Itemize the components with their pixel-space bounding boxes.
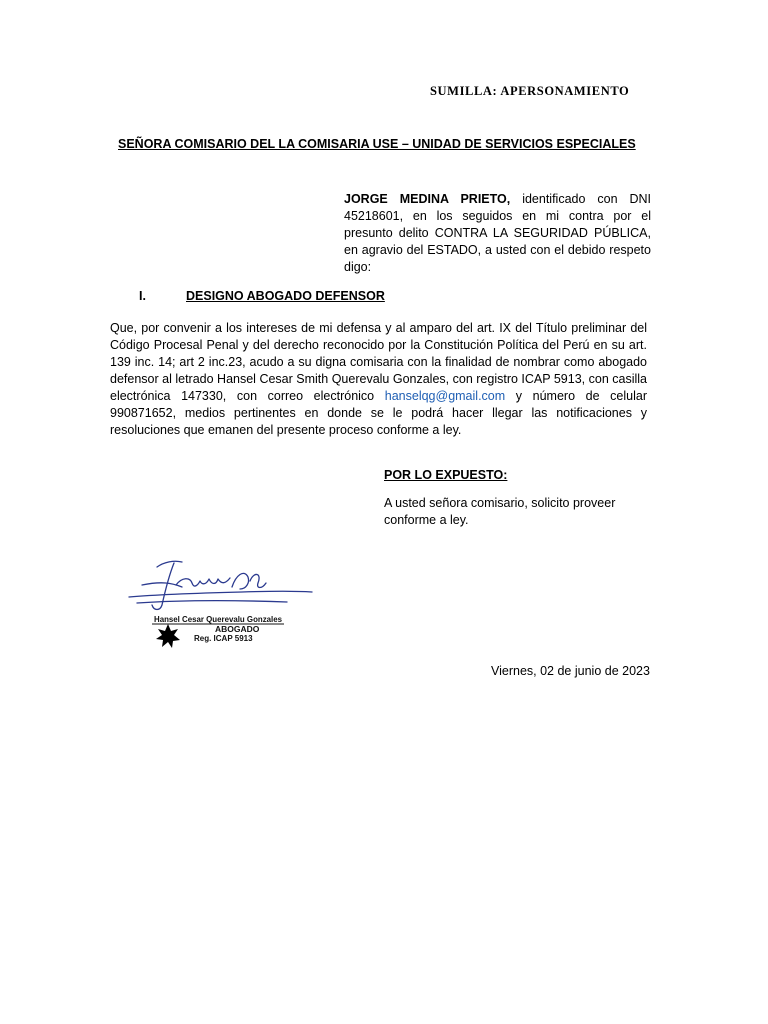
body-text-after-email: y número de celular 990871652, medios pertinentes en donde se le podrá hacer llegar las notificaciones y resoluciones que emanen del presente proceso conforme a ley. bbox=[110, 389, 647, 437]
signature-stamp bbox=[112, 545, 317, 665]
signature-image bbox=[112, 545, 317, 665]
section-number: I. bbox=[139, 289, 146, 303]
section-heading bbox=[139, 289, 385, 303]
svg-text:ABOGADO: ABOGADO bbox=[215, 624, 260, 634]
body-paragraph bbox=[110, 320, 647, 439]
closing-text: A usted señora comisario, solicito proveer conforme a ley. bbox=[384, 496, 616, 527]
intro-text: identificado con DNI 45218601, en los seguidos en mi contra por el presunto delito CONTRA LA SEGURIDAD PÚBLICA, en agravio del ESTADO, a usted con el debido respeto digo: bbox=[344, 192, 651, 274]
addressee-line: SEÑORA COMISARIO DEL LA COMISARIA USE – UNIDAD DE SERVICIOS ESPECIALES bbox=[118, 137, 636, 151]
intro-paragraph bbox=[344, 191, 651, 276]
document-date: Viernes, 02 de junio de 2023 bbox=[491, 664, 650, 678]
sumilla-heading: SUMILLA: APERSONAMIENTO bbox=[430, 84, 630, 98]
body-text-before-email: Que, por convenir a los intereses de mi defensa y al amparo del art. IX del Título preliminar del Código Procesal Penal y del derecho reconocido por la Constitución Política del Perú en su art. 139 inc. 14; art 2 inc.23, acudo a su digna comisaria con la finalidad de nombrar como abogado defensor al letrado Hansel Cesar Smith Querevalu Gonzales, con registro ICAP 5913, con casilla electrónica 147330, con correo electrónico bbox=[110, 321, 647, 403]
section-title: DESIGNO ABOGADO DEFENSOR bbox=[186, 289, 385, 303]
email-link[interactable]: hanselqg@gmail.com bbox=[384, 389, 506, 403]
svg-text:Reg. ICAP 5913: Reg. ICAP 5913 bbox=[194, 634, 253, 643]
petitioner-name: JORGE MEDINA PRIETO, bbox=[344, 192, 511, 206]
closing-title: POR LO EXPUESTO: bbox=[384, 468, 508, 482]
svg-text:Hansel Cesar Querevalu Gonzale: Hansel Cesar Querevalu Gonzales bbox=[154, 614, 283, 624]
